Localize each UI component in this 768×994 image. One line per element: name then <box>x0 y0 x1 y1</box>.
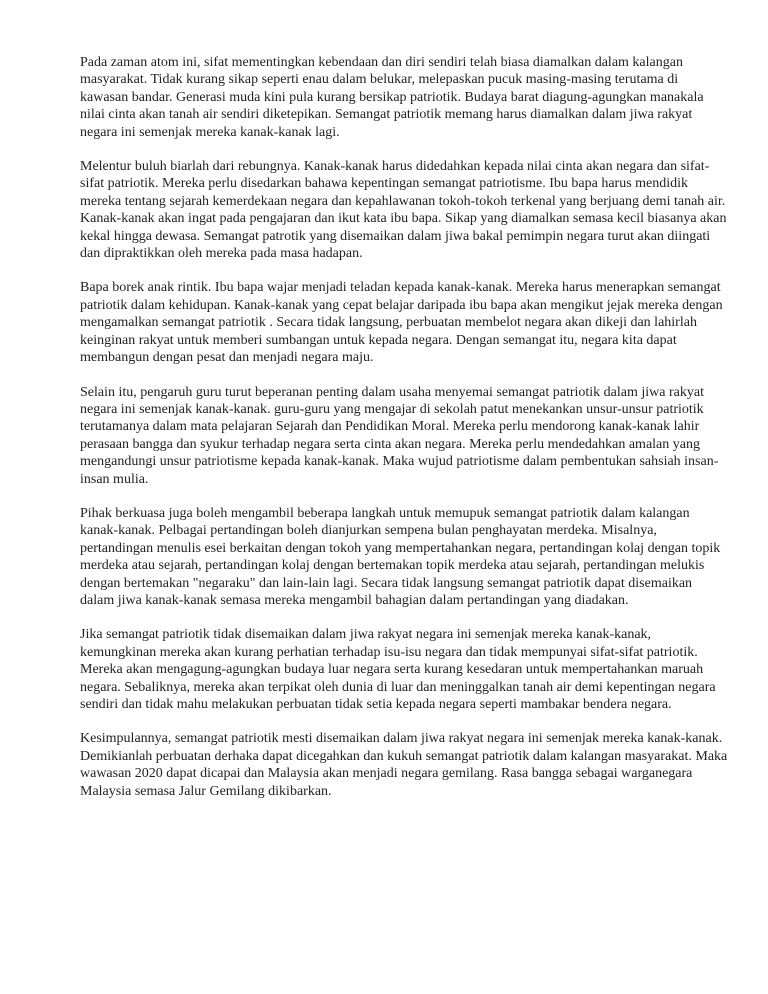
paragraph-kesan: Jika semangat patriotik tidak disemaikan dalam jiwa rakyat negara ini semenjak mereka kanak-kanak, kemungkinan mereka akan kurang perhatian terhadap isu-isu negara dan tidak mempunyai sifat-sifat patriotik. Mereka akan mengagung-agungkan budaya luar negara serta kurang kesedaran untuk mempertahankan maruah negara. Sebaliknya, mereka akan terpikat oleh dunia di luar dan meninggalkan tanah air demi kepentingan negara sendiri dan tidak mahu melakukan perbuatan tidak setia kepada negara seperti mambakar bendera negara. <box>80 627 716 712</box>
document-page <box>80 54 728 817</box>
paragraph-guru: Selain itu, pengaruh guru turut beperanan penting dalam usaha menyemai semangat patriotik dalam jiwa rakyat negara ini semenjak kanak-kanak. guru-guru yang mengajar di sekolah patut menekankan unsur-unsur patriotik terutamanya dalam mata pelajaran Sejarah dan Pendidikan Moral. Mereka perlu mendorong kanak-kanak lahir perasaan bangga dan syukur terhadap negara serta cinta akan negara. Mereka perlu mendedahkan amalan yang mengandungi unsur patriotisme kepada kanak-kanak. Maka wujud patriotisme dalam pembentukan sahsiah insan-insan mulia. <box>80 384 719 487</box>
paragraph-intro: Pada zaman atom ini, sifat mementingkan kebendaan dan diri sendiri telah biasa diamalkan dalam kalangan masyarakat. Tidak kurang sikap seperti enau dalam belukar, melepaskan pucuk masing-masing terutama di kawasan bandar. Generasi muda kini pula kurang bersikap patriotik. Budaya barat diagung-agungkan manakala nilai cinta akan tanah air sendiri diketepikan. Semangat patriotik memang harus diamalkan dalam jiwa rakyat negara ini semenjak mereka kanak-kanak lagi. <box>80 55 704 140</box>
paragraph-rebung: Melentur buluh biarlah dari rebungnya. Kanak-kanak harus didedahkan kepada nilai cinta akan negara dan sifat-sifat patriotik. Mereka perlu disedarkan bahawa kepentingan semangat patriotisme. Ibu bapa harus mendidik mereka tentang sejarah kemerdekaan negara dan kepahlawanan tokoh-tokoh terkenal yang berjuang demi tanah air. Kanak-kanak akan ingat pada pengajaran dan ikut kata ibu bapa. Sikap yang diamalkan semasa kecil biasanya akan kekal hingga dewasa. Semangat patrotik yang disemaikan dalam jiwa bakal pemimpin negara turut akan diingati dan dipraktikkan oleh mereka pada masa hadapan. <box>80 159 727 262</box>
paragraph-pihak-berkuasa: Pihak berkuasa juga boleh mengambil beberapa langkah untuk memupuk semangat patriotik dalam kalangan kanak-kanak. Pelbagai pertandingan boleh dianjurkan sempena bulan penghayatan merdeka. Misalnya, pertandingan menulis esei berkaitan dengan tokoh yang mempertahankan negara, pertandingan kolaj dengan topik merdeka atau sejarah, pertandingan kolaj dengan bertemakan topik merdeka atau sejarah, pertandingan melukis dengan bertemakan "negaraku" dan lain-lain lagi. Secara tidak langsung semangat patriotik dapat disemaikan dalam jiwa kanak-kanak semasa mereka mengambil bahagian dalam pertandingan yang diadakan. <box>80 505 721 608</box>
paragraph-bapa-borek: Bapa borek anak rintik. Ibu bapa wajar menjadi teladan kepada kanak-kanak. Mereka harus menerapkan semangat patriotik dalam kehidupan. Kanak-kanak yang cepat belajar daripada ibu bapa akan mengikut jejak mereka dengan mengamalkan semangat patriotik . Secara tidak langsung, perbuatan membelot negara akan dikeji dan lahirlah keinginan rakyat untuk memberi sumbangan untuk kepada negara. Dengan semangat itu, negara kita dapat membangun dengan pesat dan menjadi negara maju. <box>80 280 723 366</box>
paragraph-kesimpulan: Kesimpulannya, semangat patriotik mesti disemaikan dalam jiwa rakyat negara ini semenjak mereka kanak-kanak. Demikianlah perbuatan derhaka dapat dicegahkan dan kukuh semangat patriotik dalam kalangan masyarakat. Maka wawasan 2020 dapat dicapai dan Malaysia akan menjadi negara gemilang. Rasa bangga sebagai warganegara Malaysia semasa Jalur Gemilang dikibarkan. <box>80 731 728 799</box>
